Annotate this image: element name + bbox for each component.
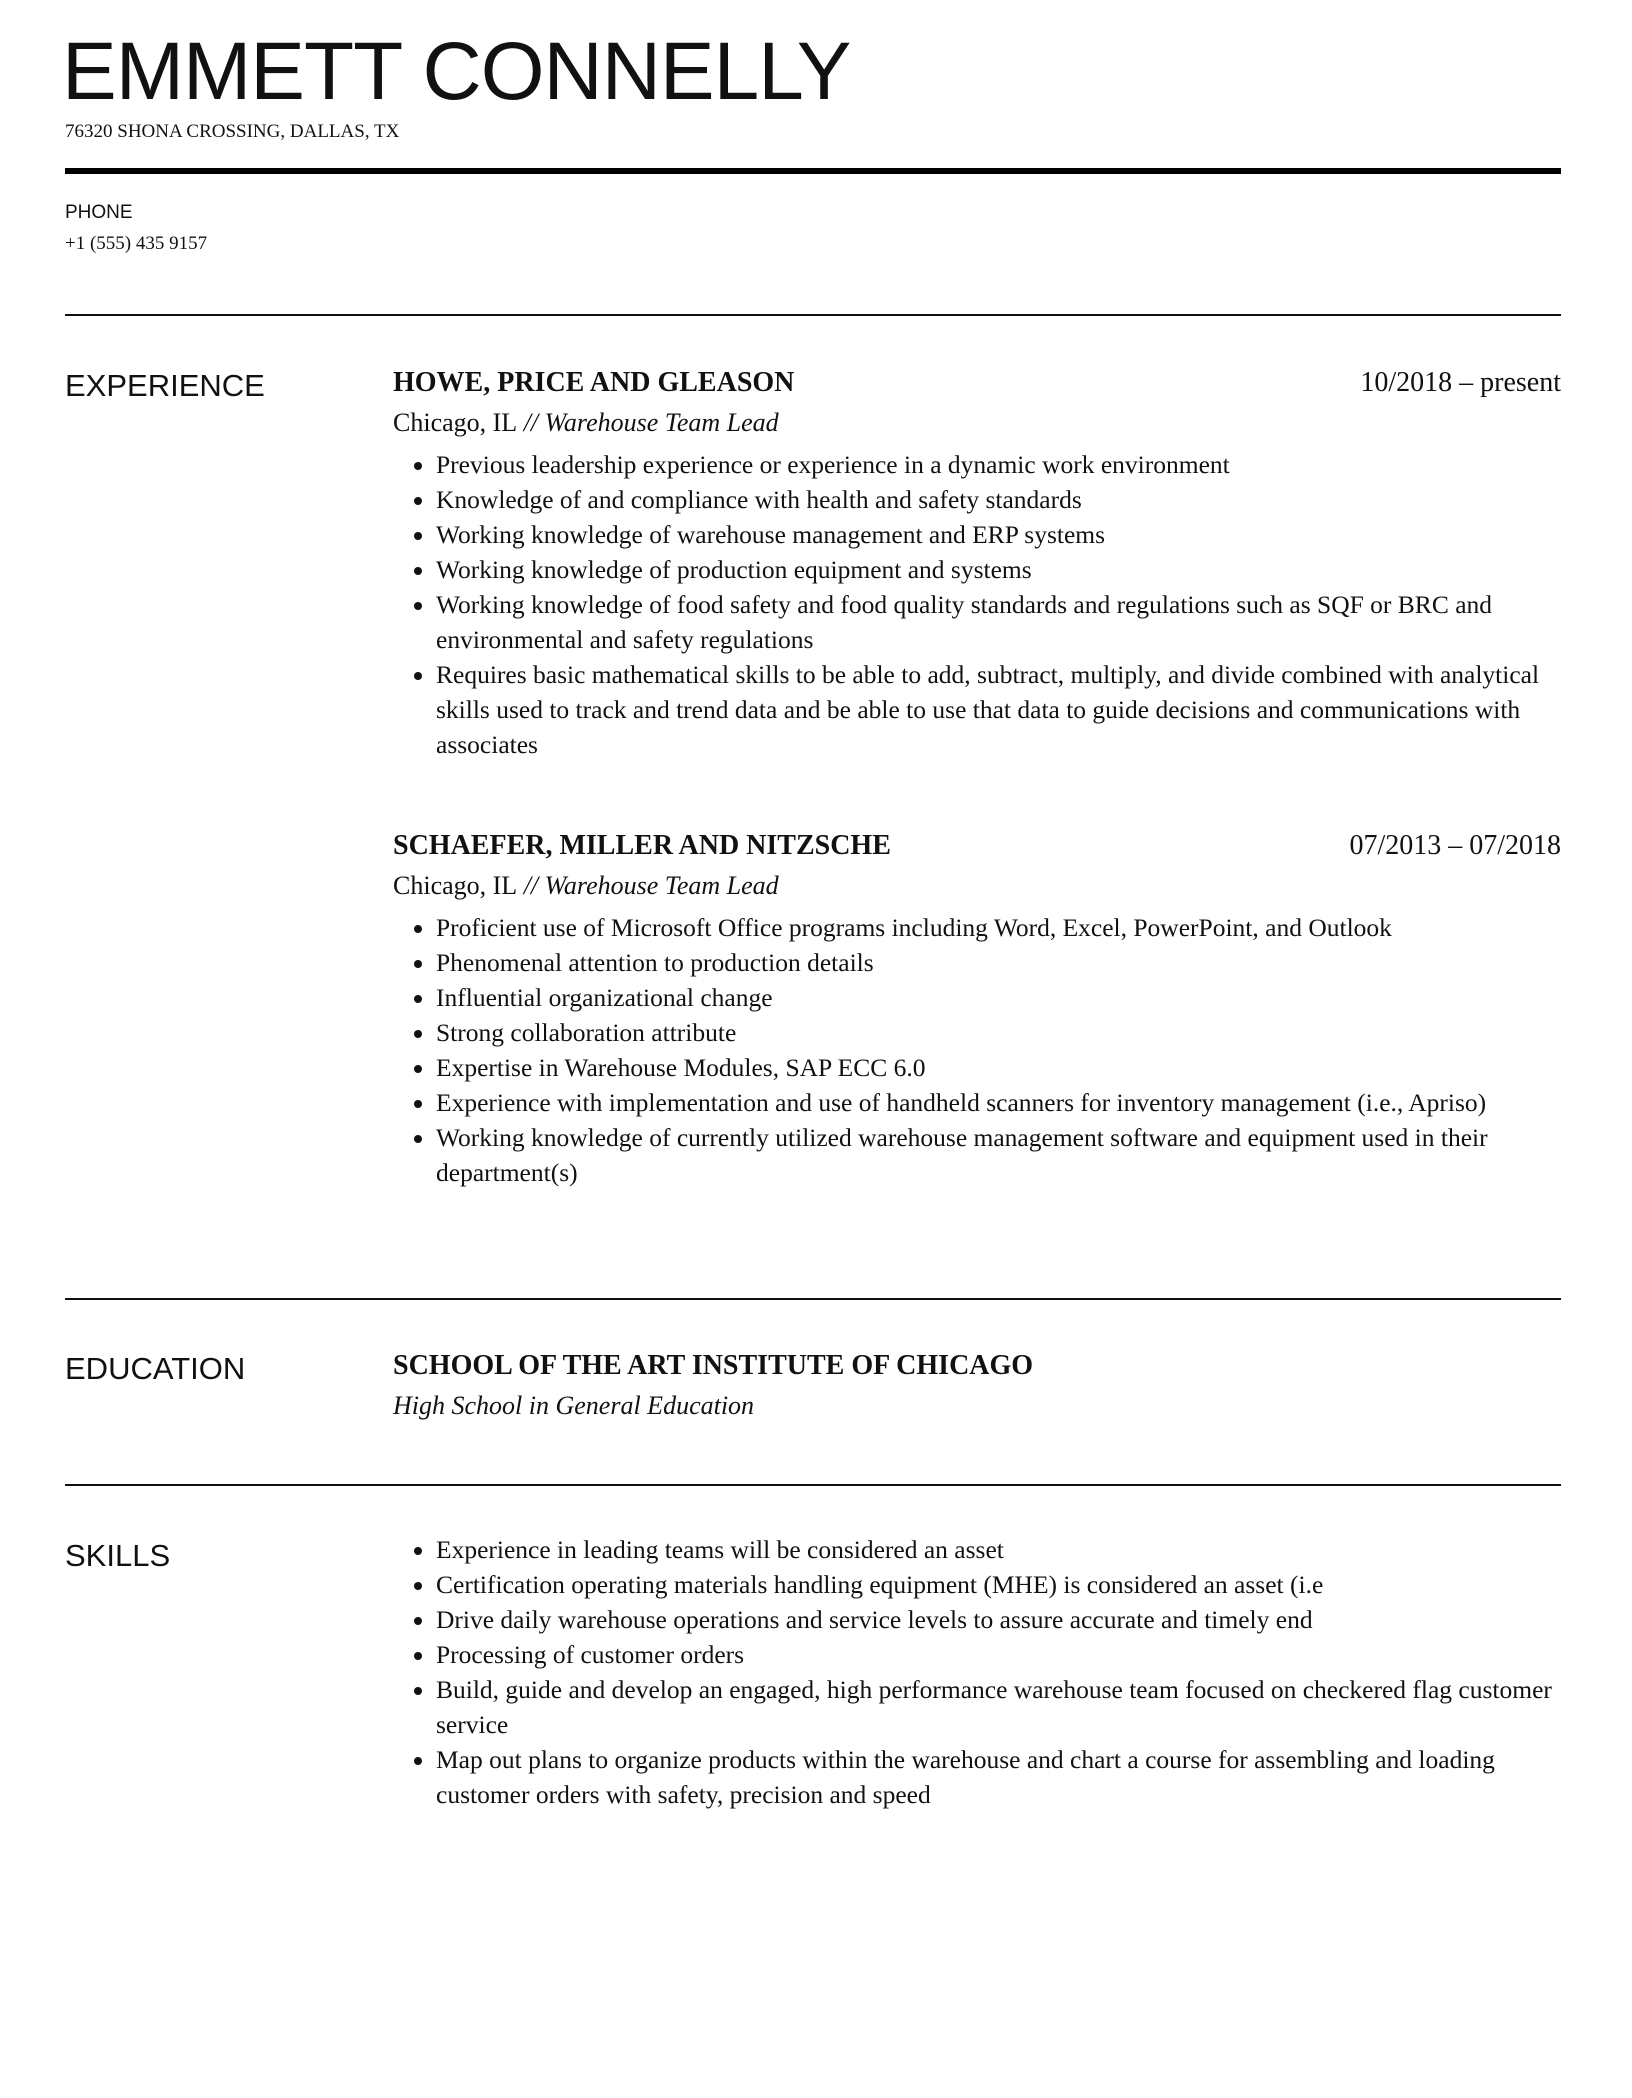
list-item: • Proficient use of Microsoft Office programs including Word, Excel, PowerPoint, and Outlook [436,910,1561,945]
list-item: • Experience in leading teams will be considered an asset [436,1532,1561,1567]
skills-list [393,1532,1561,1812]
job-entry [393,363,1561,762]
list-item: • Requires basic mathematical skills to be able to add, subtract, multiply, and divide combined with analytical skills used to track and trend data and be able to use that data to guide decisions and communications with associates [436,657,1561,762]
degree: High School in General Education [393,1391,755,1420]
list-item: • Working knowledge of food safety and food quality standards and regulations such as SQF or BRC and environmental and safety regulations [436,587,1561,657]
candidate-name: EMMETT CONNELLY [62,26,851,117]
list-item: • Working knowledge of currently utilized warehouse management software and equipment used in their department(s) [436,1120,1561,1190]
list-item: • Knowledge of and compliance with health and safety standards [436,482,1561,517]
school-name: SCHOOL OF THE ART INSTITUTE OF CHICAGO [393,1350,1034,1381]
list-item: • Working knowledge of warehouse management and ERP systems [436,517,1561,552]
list-item: • Previous leadership experience or experience in a dynamic work environment [436,447,1561,482]
skills-section [65,1484,1561,1886]
job-bullets [393,447,1561,762]
header-divider [65,168,1561,174]
separator: // [517,408,545,437]
job-dates: 07/2013 – 07/2018 [1349,830,1561,861]
company-name: HOWE, PRICE AND GLEASON [393,367,795,398]
job-title: Warehouse Team Lead [544,408,779,437]
list-item: • Processing of customer orders [436,1637,1561,1672]
job-dates: 10/2018 – present [1360,367,1561,398]
job-bullets [393,910,1561,1190]
list-item: • Experience with implementation and use of handheld scanners for inventory management (i.e., Apriso) [436,1085,1561,1120]
section-heading: EDUCATION [65,1351,246,1386]
separator: // [517,871,545,900]
list-item: • Phenomenal attention to production details [436,945,1561,980]
address: 76320 SHONA CROSSING, DALLAS, TX [65,121,400,142]
job-location: Chicago, IL [393,408,518,437]
list-item: • Certification operating materials handling equipment (MHE) is considered an asset (i.e [436,1567,1561,1602]
list-item: • Influential organizational change [436,980,1561,1015]
list-item: • Expertise in Warehouse Modules, SAP ECC 6.0 [436,1050,1561,1085]
list-item: • Drive daily warehouse operations and service levels to assure accurate and timely end [436,1602,1561,1637]
job-location: Chicago, IL [393,871,518,900]
job-entry [393,826,1561,1190]
list-item: • Working knowledge of production equipment and systems [436,552,1561,587]
section-heading: EXPERIENCE [65,368,265,403]
list-item: • Map out plans to organize products within the warehouse and chart a course for assembling and loading customer orders with safety, precision and speed [436,1742,1561,1812]
phone-number: +1 (555) 435 9157 [65,233,208,254]
list-item: • Build, guide and develop an engaged, high performance warehouse team focused on checkered flag customer service [436,1672,1561,1742]
education-section [65,1298,1561,1486]
company-name: SCHAEFER, MILLER AND NITZSCHE [393,830,891,861]
section-heading: SKILLS [65,1538,171,1573]
experience-section [65,314,1561,1300]
job-title: Warehouse Team Lead [544,871,779,900]
phone-label: PHONE [65,202,133,223]
list-item: • Strong collaboration attribute [436,1015,1561,1050]
